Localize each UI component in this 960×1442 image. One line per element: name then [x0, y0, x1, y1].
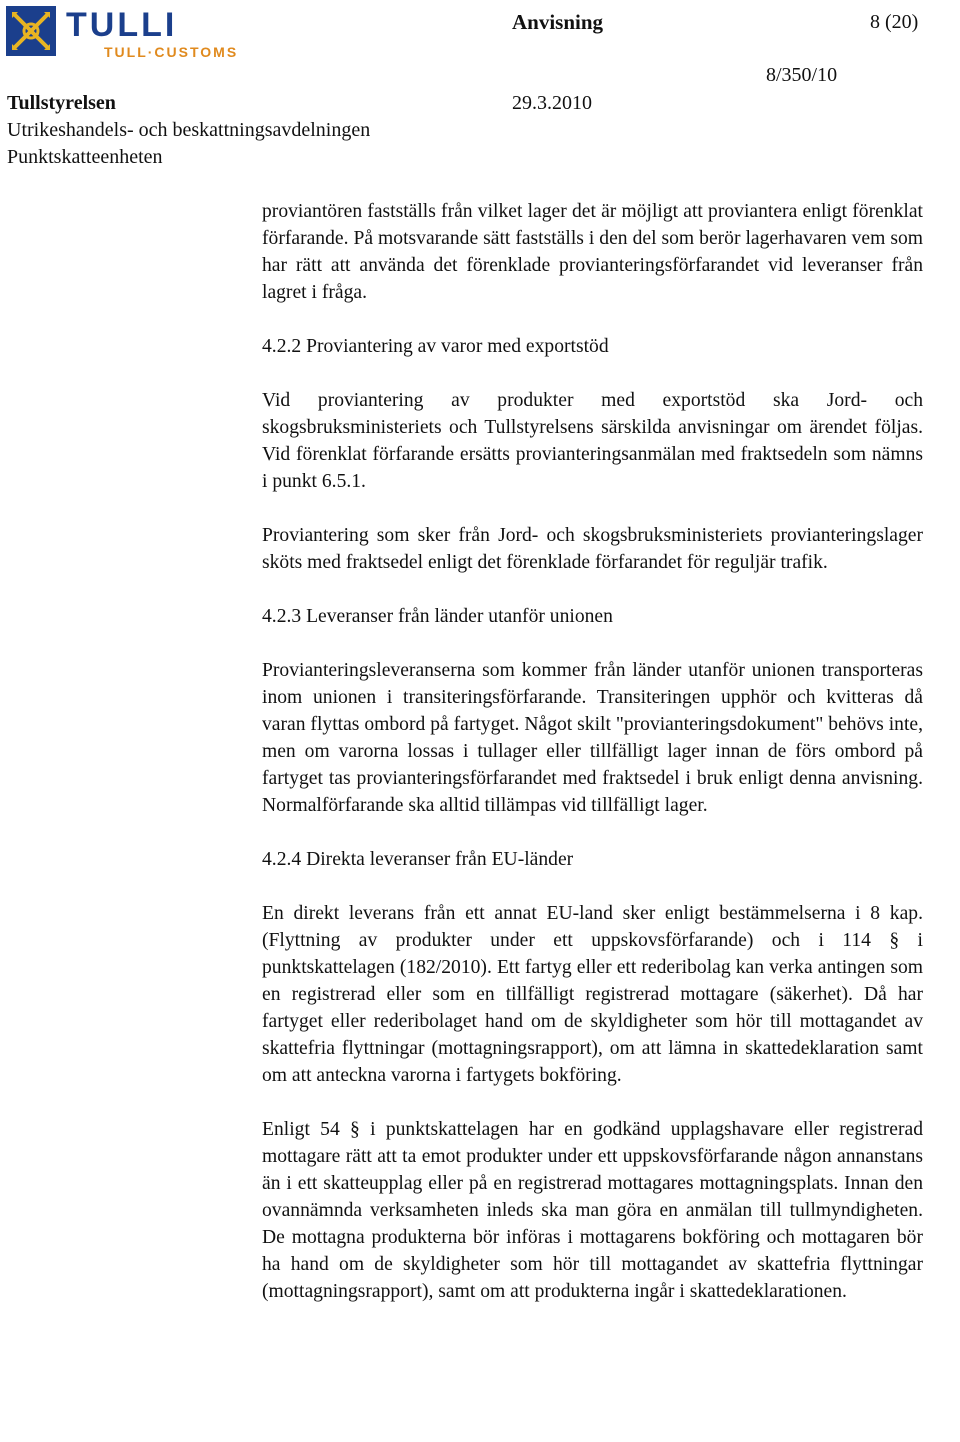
logo-subtitle: TULL·CUSTOMS: [104, 44, 239, 60]
section-heading-4-2-3: 4.2.3 Leveranser från länder utanför unionen: [262, 606, 613, 627]
customs-emblem-icon: [6, 6, 56, 56]
organization-name: Tullstyrelsen: [7, 92, 116, 114]
document-body: [262, 198, 923, 1332]
paragraph-section-54: Enligt 54 § i punktskattelagen har en godkänd upplagshavare eller registrerad mottagare rätt att ta emot produkter under ett uppskovsförfarande någon annanstans än i ett skatteupplag eller på en registrerad mottagares mottagningsplats. Innan den ovannämnda verksamheten inleds ska man göra en anmälan till tullmyndigheten. De mottagna produkterna bör införas i mottagarens bokföring och mottagaren bör ha hand om de skyldigheter som hör till mottagandet av skattefria flyttningar (mottagningsrapport), samt om att produkterna ingår i skattedeklarationen.: [262, 1119, 923, 1302]
paragraph-export-support: Vid proviantering av produkter med exportstöd ska Jord- och skogsbruksministeriets och Tullstyrelsens särskilda anvisningar om ärendet följas. Vid förenklat förfarande ersätts provianteringsanmälan med fraktsedeln som nämns i punkt 6.5.1.: [262, 390, 923, 492]
document-date: 29.3.2010: [512, 92, 592, 114]
paragraph-non-eu-deliveries: Provianteringsleveranserna som kommer från länder utanför unionen transporteras inom unionen i transiteringsförfarande. Transiteringen upphör och kvitteras då varan flyttas ombord på fartyget. Något skilt "provianteringsdokument" behövs inte, men om varorna lossas i tullager eller tillfälligt lager innan de förs ombord på fartyget tas provianteringsförfarandet med fraktsedel i bruk enligt denna anvisning. Normalförfarande ska alltid tillämpas vid tillfälligt lager.: [262, 660, 923, 816]
section-heading-4-2-4: 4.2.4 Direkta leveranser från EU-länder: [262, 849, 574, 870]
paragraph-direct-eu-delivery: En direkt leverans från ett annat EU-land sker enligt bestämmelserna i 8 kap. (Flyttning av produkter under ett uppskovsförfarande) och i 114 § i punktskattelagen (182/2010). Ett fartyg eller ett rederibolag kan verka antingen som en registrerad eller som en tillfälligt registrerad mottagare (säkerhet). Då har fartyget eller rederibolaget hand om de skyldigheter som hör till mottagandet av skattefria flyttningar (mottagningsrapport), om att lämna in skattedeklaration samt om att anteckna varorna i fartygets bokföring.: [262, 903, 923, 1086]
logo-wordmark: TULLI: [66, 6, 178, 44]
section-heading-4-2-2: 4.2.2 Proviantering av varor med exportstöd: [262, 336, 609, 357]
page-number: 8 (20): [870, 11, 919, 33]
document-number: 8/350/10: [766, 64, 838, 86]
paragraph-ministry-storage: Proviantering som sker från Jord- och skogsbruksministeriets provianteringslager sköts med fraktsedel enligt det förenklade förfarandet för reguljär trafik.: [262, 525, 923, 573]
document-type: Anvisning: [512, 10, 604, 34]
unit-name: Punktskatteenheten: [7, 146, 163, 168]
paragraph-intro: proviantören fastställs från vilket lager det är möjligt att proviantera enligt förenklat förfarande. På motsvarande sätt fastställs i den del som berör lagerhavaren vem som har rätt att använda det förenklade provianteringsförfarandet vid leveranser från lagret i fråga.: [262, 201, 923, 303]
tulli-logo: [6, 4, 256, 60]
department-name: Utrikeshandels- och beskattningsavdelningen: [7, 119, 371, 141]
